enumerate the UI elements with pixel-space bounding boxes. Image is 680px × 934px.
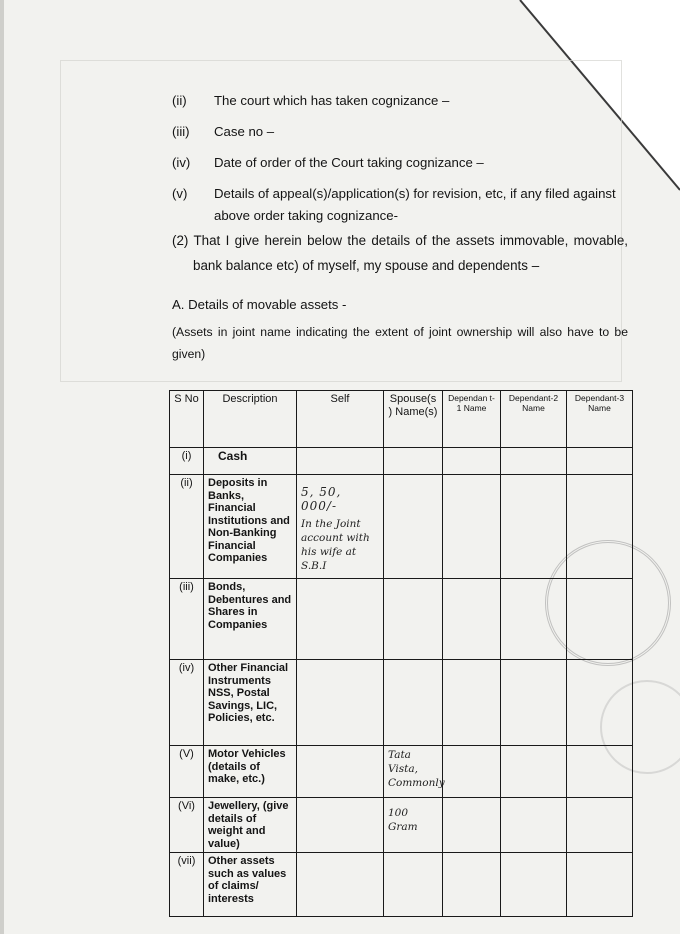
list-item xyxy=(172,121,632,143)
spouse-handwritten-jewellery: 100 Gram xyxy=(388,807,418,833)
row-description xyxy=(204,798,297,853)
row-self xyxy=(297,448,384,475)
row-spouse xyxy=(384,853,443,917)
header-sno: S No xyxy=(170,391,204,448)
list-item-text: The court which has taken cognizance – xyxy=(214,93,450,108)
assets-statement-line-2: bank balance etc) of myself, my spouse and dependents – xyxy=(193,258,540,273)
row-dependant-3 xyxy=(567,475,633,579)
row-dependant-2 xyxy=(501,798,567,853)
row-spouse xyxy=(384,798,443,853)
header-dependant-1: Dependan t-1 Name xyxy=(443,391,501,448)
self-handwritten-amount: 5, 50, 000/- xyxy=(301,485,342,513)
row-description-text: Other assets such as values of claims/ interests xyxy=(208,855,287,905)
row-description-text: Jewellery, (give details of weight and value) xyxy=(208,800,289,850)
table-row xyxy=(170,475,633,579)
row-sno: (V) xyxy=(170,746,204,798)
list-item-text: Details of appeal(s)/application(s) for revision, etc, if any filed against above order taking cognizance- xyxy=(214,186,616,223)
assets-statement xyxy=(172,228,628,278)
row-dependant-1 xyxy=(443,746,501,798)
table-row xyxy=(170,746,633,798)
row-sno: (iii) xyxy=(170,579,204,660)
row-dependant-1 xyxy=(443,448,501,475)
row-description xyxy=(204,853,297,917)
table-row xyxy=(170,798,633,853)
self-handwritten-note: In the Joint account with his wife at S.B.I xyxy=(301,518,370,572)
row-dependant-3 xyxy=(567,746,633,798)
row-self xyxy=(297,579,384,660)
row-description xyxy=(204,746,297,798)
row-sno: (ii) xyxy=(170,475,204,579)
cognizance-details-list xyxy=(172,90,632,236)
header-dependant-2: Dependant-2 Name xyxy=(501,391,567,448)
table-header-row xyxy=(170,391,633,448)
row-dependant-1 xyxy=(443,660,501,746)
row-spouse xyxy=(384,660,443,746)
row-dependant-2 xyxy=(501,853,567,917)
row-spouse xyxy=(384,475,443,579)
row-description-text: Other Financial Instruments NSS, Postal Savings, LIC, Policies, etc. xyxy=(208,662,289,724)
row-spouse xyxy=(384,746,443,798)
row-description-text: Deposits in Banks, Financial Institutions and Non-Banking Financial Companies xyxy=(208,477,290,564)
row-dependant-2 xyxy=(501,579,567,660)
list-item-number: (v) xyxy=(172,186,188,201)
row-dependant-3 xyxy=(567,448,633,475)
header-self: Self xyxy=(297,391,384,448)
list-item xyxy=(172,90,632,112)
row-dependant-1 xyxy=(443,579,501,660)
row-spouse xyxy=(384,579,443,660)
header-spouse: Spouse(s ) Name(s) xyxy=(384,391,443,448)
row-dependant-2 xyxy=(501,746,567,798)
row-dependant-2 xyxy=(501,660,567,746)
row-dependant-3 xyxy=(567,798,633,853)
assets-statement-line-1: (2) That I give herein below the details of the assets immovable, movable, xyxy=(172,233,628,248)
row-dependant-3 xyxy=(567,579,633,660)
list-item-number: (ii) xyxy=(172,93,187,108)
row-dependant-1 xyxy=(443,475,501,579)
row-self xyxy=(297,798,384,853)
row-sno: (vii) xyxy=(170,853,204,917)
row-description xyxy=(204,448,297,475)
list-item xyxy=(172,152,632,174)
row-spouse xyxy=(384,448,443,475)
list-item xyxy=(172,183,632,227)
row-dependant-2 xyxy=(501,448,567,475)
table-row xyxy=(170,660,633,746)
row-sno: (i) xyxy=(170,448,204,475)
spouse-handwritten-vehicle: Tata Vista, Commonly xyxy=(388,749,445,789)
row-description xyxy=(204,475,297,579)
table-row xyxy=(170,853,633,917)
row-dependant-3 xyxy=(567,660,633,746)
list-item-text: Case no – xyxy=(214,124,275,139)
row-description xyxy=(204,579,297,660)
header-description: Description xyxy=(204,391,297,448)
table-row xyxy=(170,579,633,660)
row-description-text: Motor Vehicles (details of make, etc.) xyxy=(208,748,286,785)
row-self xyxy=(297,475,384,579)
list-item-number: (iv) xyxy=(172,155,191,170)
row-self xyxy=(297,746,384,798)
table-row xyxy=(170,448,633,475)
row-description xyxy=(204,660,297,746)
row-sno: (Vi) xyxy=(170,798,204,853)
section-note: (Assets in joint name indicating the extent of joint ownership will also have to be given) xyxy=(172,325,628,361)
header-dependant-3: Dependant-3 Name xyxy=(567,391,633,448)
row-dependant-3 xyxy=(567,853,633,917)
row-description-text: Cash xyxy=(218,449,248,463)
row-self xyxy=(297,660,384,746)
row-self xyxy=(297,853,384,917)
section-heading: A. Details of movable assets - xyxy=(172,297,347,312)
list-item-text: Date of order of the Court taking cognizance – xyxy=(214,155,484,170)
row-dependant-2 xyxy=(501,475,567,579)
list-item-number: (iii) xyxy=(172,124,190,139)
row-dependant-1 xyxy=(443,798,501,853)
row-description-text: Bonds, Debentures and Shares in Companies xyxy=(208,581,292,631)
movable-assets-table xyxy=(169,390,633,917)
row-dependant-1 xyxy=(443,853,501,917)
row-sno: (iv) xyxy=(170,660,204,746)
